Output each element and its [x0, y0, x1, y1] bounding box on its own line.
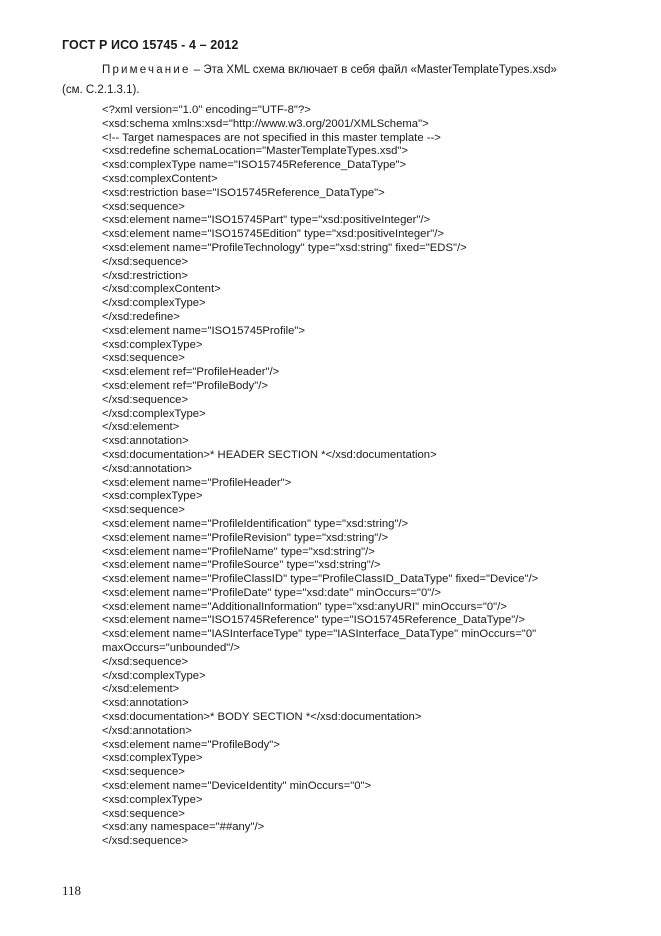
code-line: <xsd:sequence> [102, 807, 185, 820]
code-line: maxOccurs="unbounded"/> [102, 642, 241, 655]
code-line: <xsd:complexContent> [102, 172, 218, 185]
code-line: <xsd:sequence> [102, 504, 185, 517]
code-line: <xsd:restriction base="ISO15745Reference_DataType"> [102, 186, 385, 199]
code-line: <xsd:element name="ProfileRevision" type="xsd:string"/> [102, 531, 389, 544]
code-line: <xsd:element name="ProfileClassID" type="ProfileClassID_DataType" fixed="Device"/> [102, 573, 539, 586]
page-number: 118 [62, 883, 82, 898]
code-line: <xsd:any namespace="##any"/> [102, 821, 265, 834]
code-line: <xsd:redefine schemaLocation="MasterTemplateTypes.xsd"> [102, 145, 408, 158]
code-line: <xsd:sequence> [102, 766, 185, 779]
code-line: </xsd:annotation> [102, 724, 192, 737]
note-continuation: (см. С.2.1.3.1). [62, 84, 140, 96]
document-header: ГОСТ Р ИСО 15745 - 4 – 2012 [62, 38, 239, 52]
code-line: <xsd:element name="ProfileName" type="xsd:string"/> [102, 545, 375, 558]
code-line: <xsd:element name="ProfileHeader"> [102, 476, 292, 489]
code-line: <xsd:element name="ISO15745Edition" type="xsd:positiveInteger"/> [102, 228, 444, 241]
code-line: <xsd:element name="ProfileSource" type="xsd:string"/> [102, 559, 381, 572]
code-line: <xsd:element ref="ProfileHeader"/> [102, 366, 280, 379]
code-line: <xsd:schema xmlns:xsd="http://www.w3.org/2001/XMLSchema"> [102, 117, 429, 130]
code-line: </xsd:complexType> [102, 407, 206, 420]
code-line: <xsd:element name="ProfileBody"> [102, 738, 280, 751]
code-line: </xsd:sequence> [102, 835, 189, 848]
code-line: <xsd:element name="ProfileTechnology" type="xsd:string" fixed="EDS"/> [102, 241, 467, 254]
code-line: </xsd:element> [102, 421, 180, 434]
code-line: <xsd:documentation>* BODY SECTION *</xsd:documentation> [102, 711, 422, 724]
code-line: <xsd:sequence> [102, 352, 185, 365]
code-line: <?xml version="1.0" encoding="UTF-8"?> [102, 104, 311, 116]
code-line: </xsd:sequence> [102, 393, 189, 406]
code-line: <xsd:element name="AdditionalInformation" type="xsd:anyURI" minOccurs="0"/> [102, 600, 507, 613]
code-line: </xsd:element> [102, 683, 180, 696]
code-line: <xsd:documentation>* HEADER SECTION *</xsd:documentation> [102, 448, 437, 461]
code-line: <xsd:annotation> [102, 697, 189, 710]
code-line: </xsd:redefine> [102, 310, 180, 323]
code-line: <xsd:annotation> [102, 435, 189, 448]
code-line: </xsd:sequence> [102, 655, 189, 668]
code-line: <xsd:element name="ProfileIdentification" type="xsd:string"/> [102, 517, 409, 530]
code-line: <xsd:sequence> [102, 200, 185, 213]
note-paragraph [102, 64, 557, 76]
code-line: <xsd:element name="ProfileDate" type="xsd:date" minOccurs="0"/> [102, 586, 441, 599]
code-line: <xsd:element name="ISO15745Reference" type="ISO15745Reference_DataType"/> [102, 614, 525, 627]
code-line: </xsd:annotation> [102, 462, 192, 475]
note-dash: – [190, 64, 204, 76]
code-line: <xsd:complexType> [102, 338, 203, 351]
note-text: Эта XML схема включает в себя файл «MasterTemplateTypes.xsd» [203, 64, 557, 76]
code-line: <!-- Target namespaces are not specified in this master template --> [102, 131, 441, 144]
code-line: <xsd:element name="DeviceIdentity" minOccurs="0"> [102, 780, 372, 793]
code-line: </xsd:complexContent> [102, 283, 221, 296]
code-line: <xsd:element name="IASInterfaceType" type="IASInterface_DataType" minOccurs="0" [102, 628, 537, 641]
code-line: <xsd:complexType> [102, 793, 203, 806]
code-line: </xsd:complexType> [102, 297, 206, 310]
xml-schema-listing [102, 104, 538, 849]
code-line: <xsd:complexType name="ISO15745Reference_DataType"> [102, 159, 407, 172]
code-line: <xsd:complexType> [102, 752, 203, 765]
code-line: <xsd:element ref="ProfileBody"/> [102, 379, 268, 392]
note-label: Примечание [102, 64, 191, 76]
code-line: <xsd:element name="ISO15745Part" type="xsd:positiveInteger"/> [102, 214, 431, 227]
code-line: <xsd:element name="ISO15745Profile"> [102, 324, 306, 337]
code-line: </xsd:sequence> [102, 255, 189, 268]
code-line: </xsd:restriction> [102, 269, 189, 282]
code-line: </xsd:complexType> [102, 669, 206, 682]
code-line: <xsd:complexType> [102, 490, 203, 503]
